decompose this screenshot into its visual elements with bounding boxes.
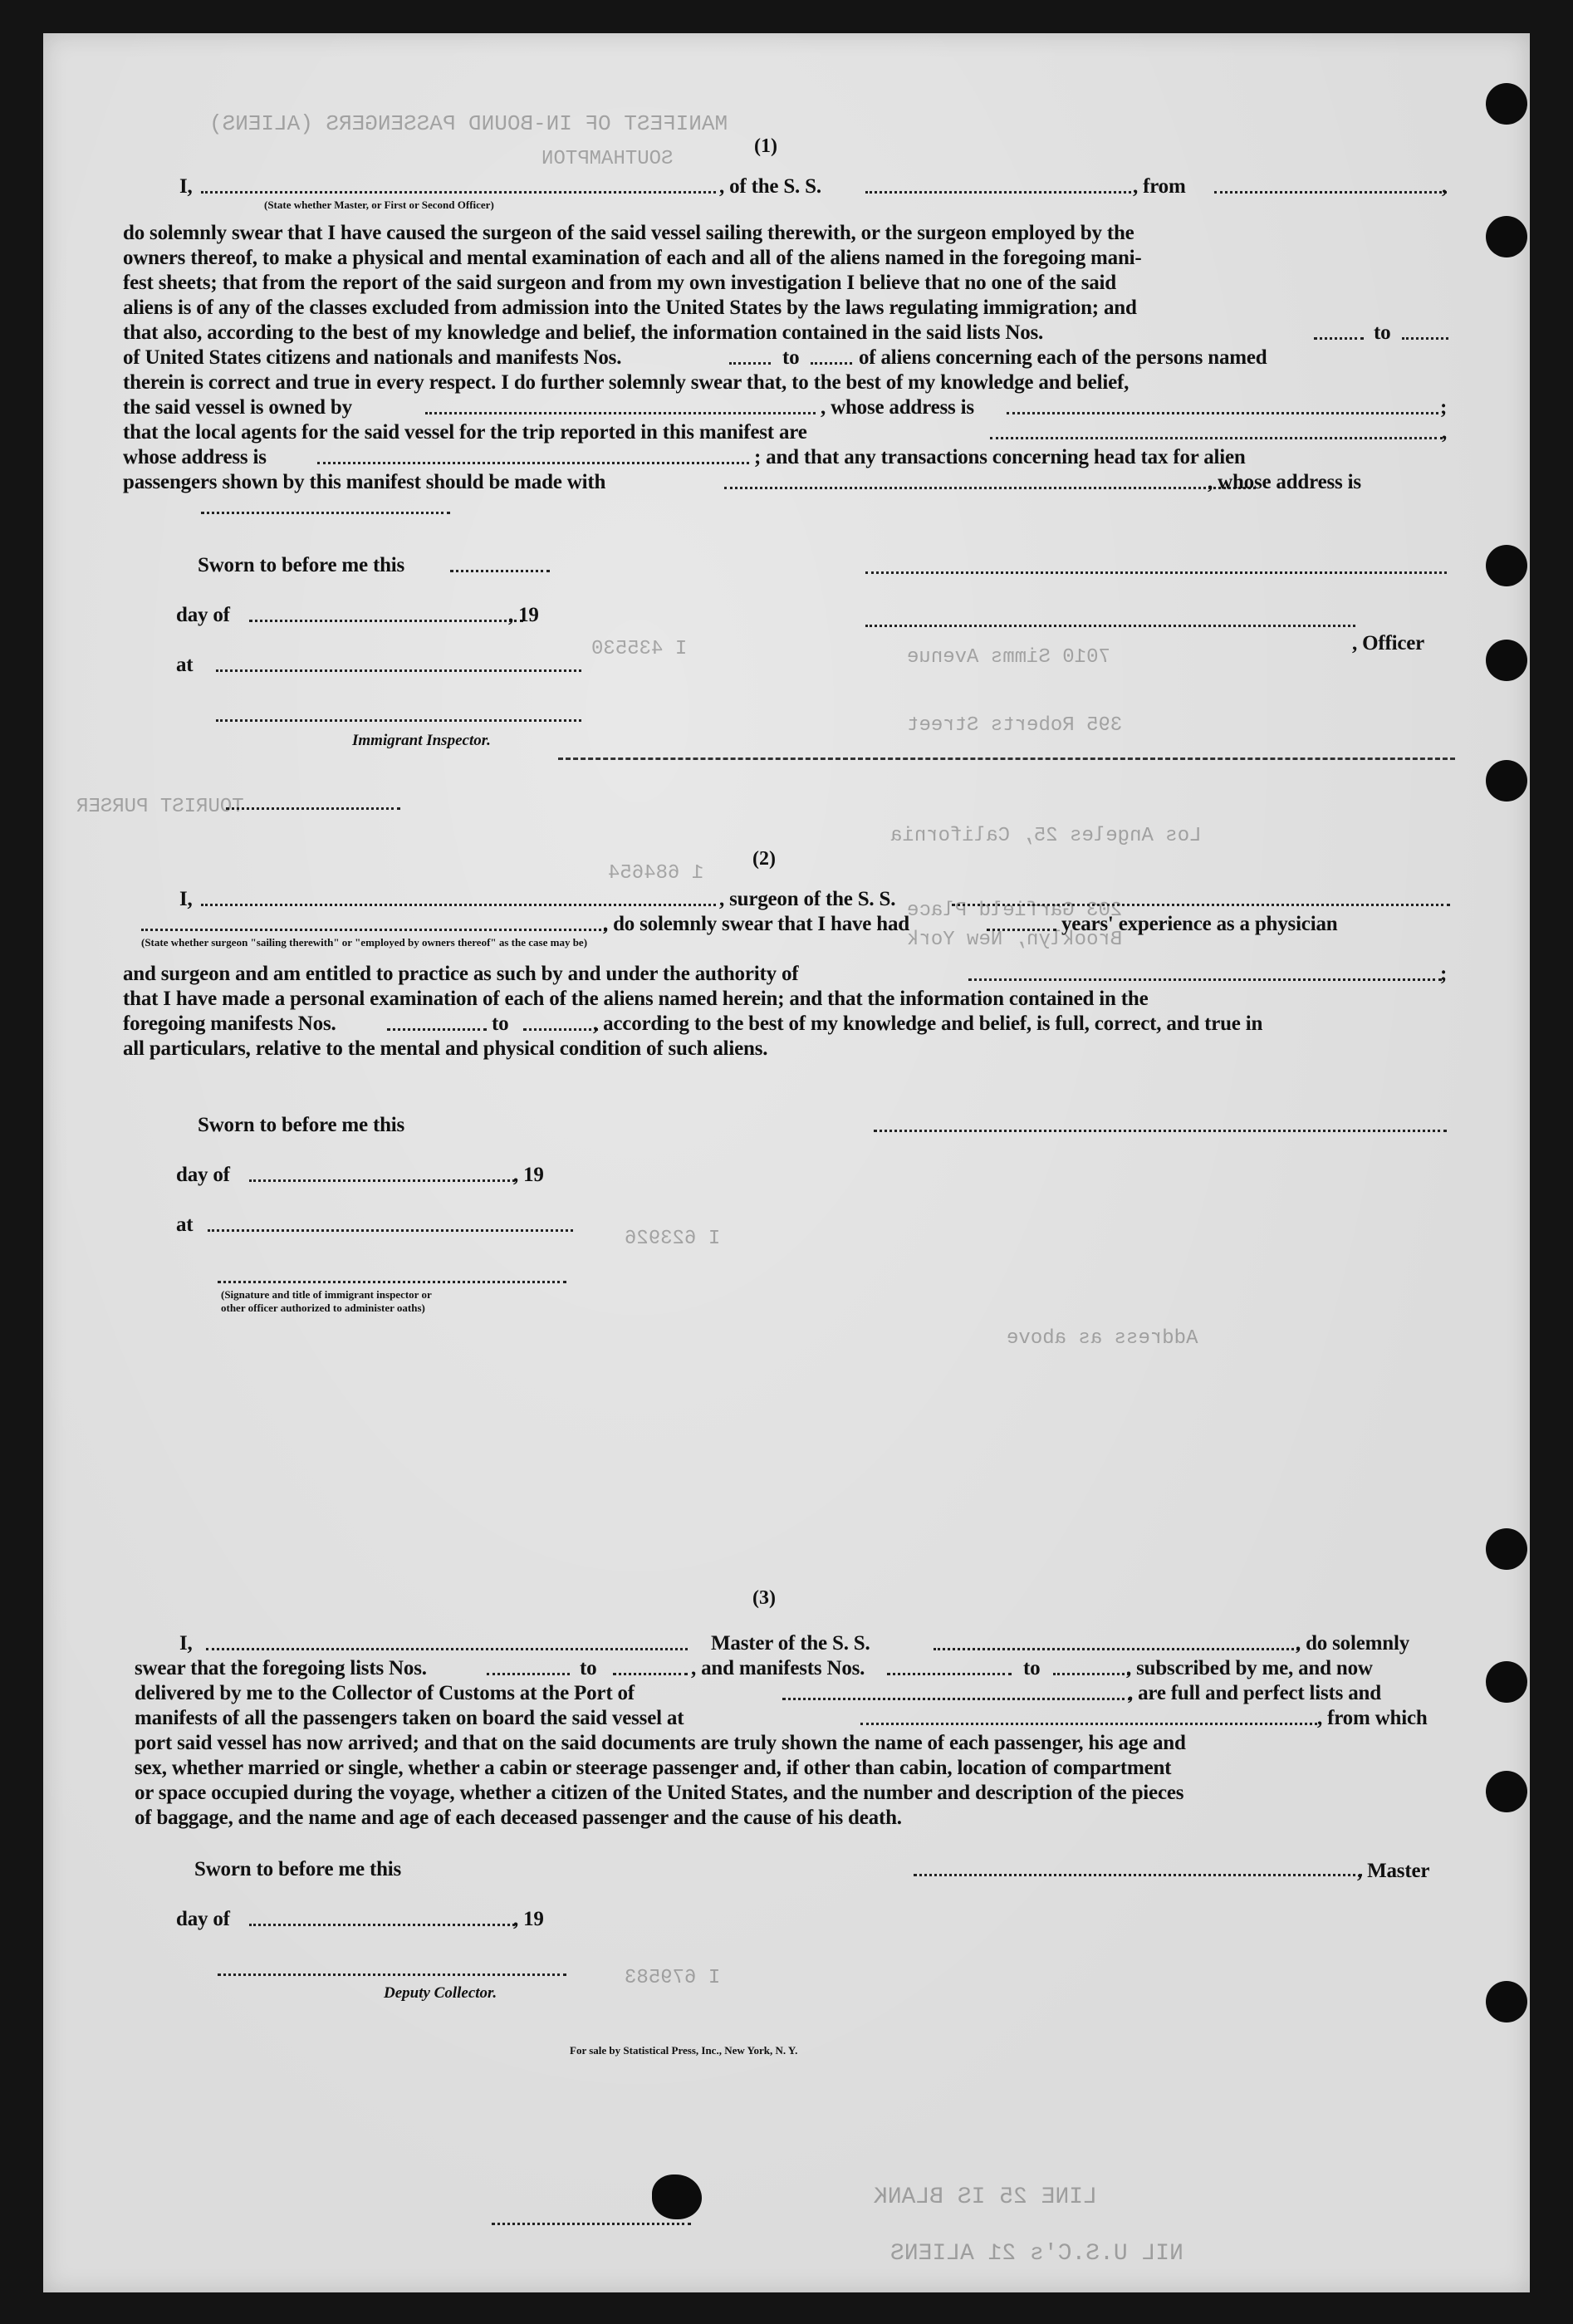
oath-lead: I, [179,1632,193,1655]
bleed-through-text: NIL U.S.C's 21 ALIENS [890,2241,1183,2267]
sworn-date-blank [450,570,550,572]
lists-to-blank [613,1673,688,1675]
do-solemnly-label: , do solemnly [1296,1632,1409,1655]
vessel-name-blank [865,191,1131,194]
officer-signature-blank [865,571,1447,574]
at-blank [216,669,581,672]
agents-address-blank [317,462,749,464]
paragraph-line: , from which [1317,1707,1428,1729]
punch-hole [1486,1528,1527,1570]
paragraph-line: ; and that any transactions concerning head tax for alien [754,446,1246,468]
paragraph-line: whose address is [123,446,267,468]
punch-hole [1486,83,1527,125]
years-blank [987,929,1056,931]
deputy-caption: Deputy Collector. [384,1984,497,2002]
officer-label: , Officer [1352,632,1425,655]
bleed-through-text: Brooklyn, New York [907,929,1123,951]
to-label: to [782,346,800,369]
comma: , [1442,175,1448,198]
manifests-from-blank [387,1028,487,1031]
blank-line [492,2223,691,2225]
punch-hole [1486,1981,1527,2022]
surgeon-status-blank [141,929,606,931]
swear-label: , do solemnly swear that I have had [603,913,909,935]
at-blank [208,1229,573,1232]
field-caption: (State whether Master, or First or Second Officer) [264,199,494,211]
agents-blank [990,437,1443,439]
field-caption: (State whether surgeon "sailing therewith" or "employed by owners thereof" as the case may be) [141,936,588,949]
bleed-through-text: I 679583 [625,1967,721,1989]
manifests-to-blank [811,362,852,365]
field-caption: other officer authorized to administer oaths) [221,1302,425,1314]
day-of-blank [249,620,523,622]
bleed-through-text: 395 Roberts Street [907,714,1123,737]
vessel-label: , of the S. S. [719,175,821,198]
paragraph-line: do solemnly swear that I have caused the surgeon of the said vessel sailing therewith, or the surgeon employed by the [123,222,1134,244]
oath-lead: I, [179,888,193,910]
paragraph-line: that also, according to the best of my knowledge and belief, the information contained in the said lists Nos. [123,321,1044,344]
day-of-label: day of [176,1908,230,1930]
master-label: Master of the S. S. [711,1632,870,1655]
punch-hole [1486,1771,1527,1812]
comma: , [1442,421,1448,444]
punch-hole [1486,760,1527,802]
day-of-blank [249,1179,515,1182]
paragraph-line: or space occupied during the voyage, whether a citizen of the United States, and the number and description of the pieces [135,1782,1184,1804]
bleed-through-text: 1 684654 [608,862,704,885]
surgeon-label: , surgeon of the S. S. [719,888,896,910]
years-label: years' experience as a physician [1061,913,1338,935]
year-label: , 19 [513,1908,544,1930]
officer-name-blank [201,191,716,194]
ink-blot [652,2174,702,2219]
section-number: (3) [752,1587,776,1609]
bleed-through-text: I 435530 [591,638,688,660]
blank-line [226,807,400,810]
semicolon: ; [1440,396,1448,419]
deputy-signature-blank [218,1973,566,1976]
punch-hole [1486,545,1527,586]
inspector-signature-blank [218,1281,566,1283]
master-sign-label: , Master [1357,1860,1430,1882]
from-label: , from [1133,175,1186,198]
sworn-label: Sworn to before me this [198,554,405,576]
paragraph-line: sex, whether married or single, whether a cabin or steerage passenger and, if other than cabin, location of compartment [135,1757,1172,1779]
master-signature-blank [914,1874,1362,1876]
day-of-label: day of [176,604,230,626]
paragraph-line: therein is correct and true in every respect. I do further solemnly swear that, to the best of my knowledge and belief, [123,371,1130,394]
authority-blank [968,978,1442,981]
bleed-through-text: TOURIST PURSER [76,796,244,818]
day-of-blank [249,1924,515,1926]
paragraph-line: the said vessel is owned by [123,396,352,419]
bleed-through-text: 203 Garfield Place [907,900,1123,922]
port-taken-blank [860,1723,1317,1725]
owner-address-blank [1007,412,1438,414]
manifests-from-blank [887,1673,1012,1675]
bleed-through-text: Address as above [1007,1327,1198,1350]
paragraph-line: swear that the foregoing lists Nos. [135,1657,427,1679]
at-label: at [176,654,194,676]
paragraph-line: passengers shown by this manifest should be made with [123,471,606,493]
oath-lead: I, [179,175,193,198]
paragraph-line: , are full and perfect lists and [1128,1682,1381,1704]
section-number: (1) [754,135,777,157]
sworn-label: Sworn to before me this [194,1858,402,1880]
to-label: to [1023,1657,1041,1679]
surgeon-name-blank [201,904,716,906]
year-label: , 19 [513,1164,544,1186]
lists-from-blank [487,1673,570,1675]
paragraph-line: of baggage, and the name and age of each deceased passenger and the cause of his death. [135,1807,902,1829]
paragraph-line: , and manifests Nos. [691,1657,865,1679]
bleed-through-text: 7010 Simms Avenue [907,646,1110,669]
surgeon-signature-blank [874,1130,1447,1132]
section-separator [558,758,1455,760]
lists-to-blank [1402,337,1448,340]
paragraph-line: and surgeon and am entitled to practice as such by and under the authority of [123,963,799,985]
punch-hole [1486,640,1527,681]
at-label: at [176,1213,194,1236]
paragraph-line: of aliens concerning each of the persons named [859,346,1267,369]
year-label: , 19 [508,604,539,626]
whose-address-label: , whose address is [821,396,974,419]
paragraph-line: that I have made a personal examination of each of the aliens named herein; and that the information contained in the [123,988,1149,1010]
paragraph-line: all particulars, relative to the mental and physical condition of such aliens. [123,1037,768,1060]
to-label: to [492,1012,509,1035]
owner-blank [425,412,816,414]
port-from-blank [1214,191,1447,194]
paragraph-line: foregoing manifests Nos. [123,1012,336,1035]
lists-nos-blank [1314,337,1364,340]
bleed-through-text: MANIFEST OF IN-BOUND PASSENGERS (ALIENS) [209,111,728,136]
surgeon-vessel-blank [952,904,1450,906]
bleed-through-text: I 623926 [625,1228,721,1250]
inspector-caption: Immigrant Inspector. [352,732,491,749]
paragraph-line: owners thereof, to make a physical and mental examination of each and all of the aliens named in the foregoing mani- [123,247,1142,269]
sworn-label: Sworn to before me this [198,1114,405,1136]
manifests-nos-blank [729,362,771,365]
paragraph-line: that the local agents for the said vessel for the trip reported in this manifest are [123,421,807,444]
paragraph-line: , subscribed by me, and now [1126,1657,1373,1679]
inspector-signature-blank [216,719,581,722]
head-tax-address-blank [201,512,450,514]
manifest-page [43,33,1530,2292]
paragraph-line: aliens is of any of the classes excluded from admission into the United States by the laws regulating immigration; and [123,297,1137,319]
to-label: to [1374,321,1391,344]
paragraph-line: delivered by me to the Collector of Customs at the Port of [135,1682,635,1704]
whose-address-label: , whose address is [1208,471,1361,493]
printer-footer: For sale by Statistical Press, Inc., New York, N. Y. [570,2044,798,2057]
semicolon: ; [1440,963,1448,985]
manifests-to-blank [1053,1673,1130,1675]
punch-hole [1486,216,1527,257]
section-number: (2) [752,848,776,870]
paragraph-line: of United States citizens and nationals and manifests Nos. [123,346,622,369]
master-name-blank [206,1648,688,1650]
bleed-through-text: Los Angeles 25, California [890,825,1202,847]
paragraph-line: port said vessel has now arrived; and that on the said documents are truly shown the name of each passenger, his age and [135,1732,1186,1754]
to-label: to [580,1657,597,1679]
bleed-through-text: LINE 25 IS BLANK [874,2184,1097,2210]
punch-hole [1486,1661,1527,1703]
head-tax-party-blank [724,487,1256,489]
master-vessel-blank [934,1648,1299,1650]
officer-signature-line [865,625,1355,627]
manifests-to-blank [523,1028,598,1031]
paragraph-line: , according to the best of my knowledge and belief, is full, correct, and true in [593,1012,1263,1035]
paragraph-line: manifests of all the passengers taken on board the said vessel at [135,1707,684,1729]
bleed-through-text: SOUTHAMPTON [541,148,674,170]
paragraph-line: fest sheets; that from the report of the said surgeon and from my own investigation I believe that no one of the said [123,272,1116,294]
field-caption: (Signature and title of immigrant inspector or [221,1288,432,1301]
port-blank [782,1698,1131,1700]
day-of-label: day of [176,1164,230,1186]
